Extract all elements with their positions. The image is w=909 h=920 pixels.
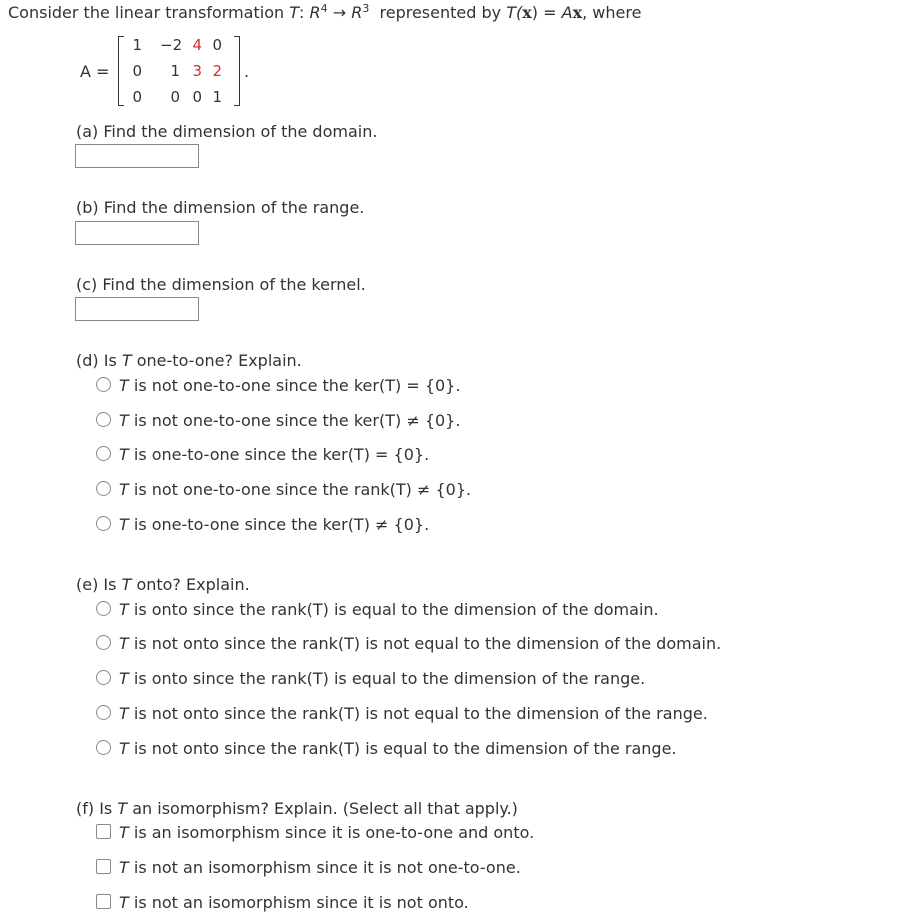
question-e-t: T — [121, 575, 132, 594]
option-f-3[interactable] — [96, 893, 469, 913]
intro-a: A — [561, 3, 573, 22]
option-d-2[interactable] — [96, 411, 460, 431]
intro-close: ) — [531, 3, 539, 22]
option-text: is an isomorphism since it is one-to-one and onto. — [133, 823, 535, 842]
question-f-post: an isomorphism? Explain. (Select all that apply.) — [132, 799, 518, 818]
option-d-3[interactable] — [96, 445, 429, 465]
checkbox[interactable] — [96, 824, 111, 839]
option-t: T — [119, 634, 129, 653]
radio-button[interactable] — [96, 601, 111, 616]
option-t: T — [119, 739, 129, 758]
question-f-t: T — [117, 799, 128, 818]
option-text: is not an isomorphism since it is not one-to-one. — [133, 858, 521, 877]
option-t: T — [119, 704, 129, 723]
answer-input-b[interactable] — [75, 221, 199, 245]
radio-button[interactable] — [96, 516, 111, 531]
option-f-1[interactable] — [96, 823, 534, 843]
option-d-5[interactable] — [96, 515, 429, 535]
option-d-4[interactable] — [96, 480, 471, 500]
option-text: is not an isomorphism since it is not onto. — [133, 893, 469, 912]
matrix-label: A = — [80, 62, 110, 81]
option-t: T — [119, 445, 129, 464]
matrix-cell: 0 — [170, 88, 180, 106]
matrix-cell: 0 — [132, 88, 142, 106]
question-e-post: onto? Explain. — [136, 575, 250, 594]
option-t: T — [119, 411, 129, 430]
question-a: (a) Find the dimension of the domain. — [76, 122, 378, 141]
option-text: is not one-to-one since the ker(T) = {0}. — [133, 376, 461, 395]
matrix-cell: 3 — [192, 62, 202, 80]
option-text: is one-to-one since the ker(T) ≠ {0}. — [133, 515, 430, 534]
question-d-t: T — [121, 351, 132, 370]
radio-button[interactable] — [96, 705, 111, 720]
answer-input-c[interactable] — [75, 297, 199, 321]
intro-r4: R — [309, 3, 321, 22]
intro-colon: : — [299, 3, 305, 22]
checkbox[interactable] — [96, 859, 111, 874]
radio-button[interactable] — [96, 670, 111, 685]
problem-intro — [8, 2, 641, 22]
radio-button[interactable] — [96, 377, 111, 392]
option-t: T — [119, 515, 129, 534]
intro-t: T — [289, 3, 299, 22]
option-text: is not onto since the rank(T) is equal to the dimension of the range. — [133, 739, 677, 758]
question-c: (c) Find the dimension of the kernel. — [76, 275, 366, 294]
radio-button[interactable] — [96, 635, 111, 650]
matrix-cell: −2 — [160, 36, 183, 54]
intro-tx: T( — [506, 3, 523, 22]
question-e — [76, 575, 250, 594]
option-t: T — [119, 376, 129, 395]
option-t: T — [119, 823, 129, 842]
option-text: is not onto since the rank(T) is not equal to the dimension of the range. — [133, 704, 708, 723]
matrix-cell: 0 — [212, 36, 222, 54]
question-f — [76, 799, 518, 818]
answer-input-a[interactable] — [75, 144, 199, 168]
intro-arrow: → — [332, 3, 347, 22]
option-t: T — [119, 893, 129, 912]
option-e-1[interactable] — [96, 600, 659, 620]
option-f-2[interactable] — [96, 858, 521, 878]
matrix-cell: 1 — [170, 62, 180, 80]
radio-button[interactable] — [96, 481, 111, 496]
matrix-a — [118, 36, 240, 106]
option-e-4[interactable] — [96, 704, 708, 724]
matrix-cell: 1 — [132, 36, 142, 54]
option-e-5[interactable] — [96, 739, 677, 759]
matrix-cell: 4 — [192, 36, 202, 54]
question-b: (b) Find the dimension of the range. — [76, 198, 365, 217]
matrix-period: . — [244, 62, 250, 81]
checkbox[interactable] — [96, 894, 111, 909]
matrix-cell: 0 — [132, 62, 142, 80]
intro-exp3: 3 — [362, 2, 370, 15]
question-d-pre: (d) Is — [76, 351, 117, 370]
matrix-cell: 2 — [212, 62, 222, 80]
question-f-pre: (f) Is — [76, 799, 113, 818]
option-t: T — [119, 669, 129, 688]
intro-x: x — [522, 3, 532, 22]
intro-rep: represented by — [379, 3, 502, 22]
option-text: is not one-to-one since the rank(T) ≠ {0}. — [133, 480, 472, 499]
matrix-right-bracket — [234, 36, 240, 106]
question-d-post: one-to-one? Explain. — [136, 351, 302, 370]
option-t: T — [119, 480, 129, 499]
intro-x2: x — [572, 3, 583, 22]
option-text: is one-to-one since the ker(T) = {0}. — [133, 445, 430, 464]
option-e-2[interactable] — [96, 634, 721, 654]
option-text: is not one-to-one since the ker(T) ≠ {0}. — [133, 411, 461, 430]
matrix-cell: 0 — [192, 88, 202, 106]
option-text: is onto since the rank(T) is equal to the dimension of the range. — [133, 669, 646, 688]
intro-eq: = — [543, 3, 557, 22]
option-d-1[interactable] — [96, 376, 460, 396]
question-d — [76, 351, 302, 370]
intro-where: , where — [582, 3, 642, 22]
intro-exp4: 4 — [320, 2, 328, 15]
option-e-3[interactable] — [96, 669, 645, 689]
option-t: T — [119, 858, 129, 877]
intro-text: Consider the linear transformation — [8, 3, 285, 22]
question-e-pre: (e) Is — [76, 575, 117, 594]
radio-button[interactable] — [96, 740, 111, 755]
intro-r3: R — [351, 3, 363, 22]
radio-button[interactable] — [96, 446, 111, 461]
radio-button[interactable] — [96, 412, 111, 427]
matrix-cell: 1 — [212, 88, 222, 106]
option-text: is onto since the rank(T) is equal to the dimension of the domain. — [133, 600, 659, 619]
option-text: is not onto since the rank(T) is not equal to the dimension of the domain. — [133, 634, 722, 653]
option-t: T — [119, 600, 129, 619]
